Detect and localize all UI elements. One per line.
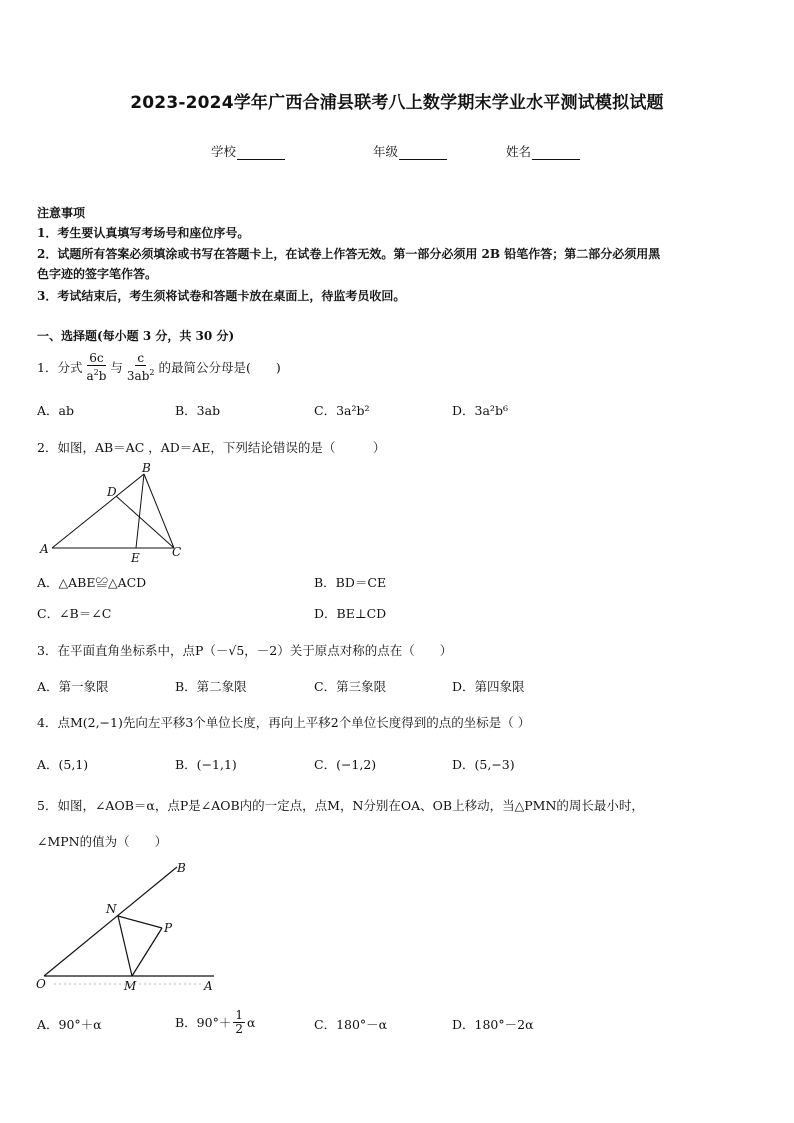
- q5-angle-diagram: [34, 855, 224, 995]
- q3-option-b: B．第二象限: [175, 679, 247, 694]
- notice-item-2: 2．试题所有答案必须填涂或书写在答题卡上，在试卷上作答无效。第一部分必须用 2B 铅笔作答；第二部分必须用黑: [37, 247, 661, 261]
- label-b: B: [142, 461, 151, 475]
- label-d: D: [107, 485, 117, 499]
- label-m: M: [124, 979, 137, 993]
- q2-option-a: A．△ABE≌△ACD: [37, 575, 147, 590]
- q3-option-d: D．第四象限: [452, 679, 525, 694]
- question-5-stem-cont: ∠MPN的值为（ ）: [37, 834, 168, 849]
- line-be: [136, 474, 144, 548]
- school-field: [211, 142, 285, 160]
- q1-option-b: B．3ab: [175, 403, 221, 418]
- q4-option-b: B．(−1,1): [175, 757, 237, 772]
- line-ab: [52, 474, 144, 548]
- school-label: 学校: [211, 144, 237, 159]
- q1-prefix: 1．分式: [37, 360, 83, 375]
- grade-field: [373, 142, 447, 160]
- line-bc: [144, 474, 174, 548]
- q3-option-a: A．第一象限: [37, 679, 109, 694]
- q1-option-c: C．3a²b²: [314, 403, 370, 418]
- q4-option-d: D．(5,−3): [452, 757, 515, 772]
- label-o: O: [36, 977, 46, 991]
- q5-option-b-tail: α: [246, 1014, 256, 1030]
- notice-item-2-cont: 色字迹的签字笔作答。: [37, 267, 158, 281]
- grade-label: 年级: [373, 144, 399, 159]
- name-blank: [532, 147, 580, 160]
- q1-frac2-den: $3ab^2$: [126, 367, 155, 383]
- q1-mid: 与: [110, 360, 123, 375]
- question-5-stem: 5．如图，∠AOB＝α，点P是∠AOB内的一定点，点M，N分别在OA、OB上移动，当△PMN的周长最小时，: [37, 798, 644, 813]
- name-label: 姓名: [506, 144, 532, 159]
- line-cd: [116, 496, 174, 548]
- question-3-stem: 3．在平面直角坐标系中，点P（－√5，－2）关于原点对称的点在（ ）: [37, 643, 453, 658]
- section-heading: 一、选择题(每小题 3 分，共 30 分): [37, 329, 235, 343]
- question-4-stem: 4．点M(2,−1)先向左平移3个单位长度，再向上平移2个单位长度得到的点的坐标是（ ）: [37, 715, 531, 730]
- grade-blank: [399, 147, 447, 160]
- q2-triangle-diagram: [36, 458, 196, 566]
- label-n: N: [106, 902, 117, 916]
- segment-np: [118, 916, 162, 928]
- label-a: A: [40, 542, 49, 556]
- label-b: B: [177, 861, 186, 875]
- ray-ob: [44, 867, 177, 976]
- q1-frac2-num: c: [137, 350, 145, 365]
- segment-nm: [118, 916, 132, 976]
- q2-option-c: C．∠B＝∠C: [37, 606, 112, 621]
- q2-option-d: D．BE⊥CD: [314, 606, 387, 621]
- page-title: 2023-2024学年广西合浦县联考八上数学期末学业水平测试模拟试题: [130, 93, 664, 113]
- q1-fraction-2: [125, 352, 157, 383]
- label-c: C: [172, 545, 182, 559]
- label-a: A: [204, 979, 213, 993]
- q5-option-a: A．90°＋α: [37, 1017, 102, 1032]
- label-p: P: [164, 921, 173, 935]
- q1-option-d: D．3a²b⁶: [452, 403, 508, 418]
- q4-option-a: A．(5,1): [37, 757, 89, 772]
- segment-pm: [132, 928, 162, 976]
- question-2-stem: 2．如图，AB＝AC ，AD＝AE，下列结论错误的是（ ）: [37, 440, 386, 455]
- name-field: [506, 142, 580, 160]
- notice-heading: 注意事项: [37, 206, 86, 220]
- q1-option-a: A．ab: [37, 403, 74, 418]
- q4-option-c: C．(−1,2): [314, 757, 377, 772]
- question-1-stem: [37, 349, 281, 385]
- school-blank: [237, 147, 285, 160]
- label-e: E: [131, 551, 140, 565]
- q1-frac1-den: $a^2b$: [86, 367, 107, 383]
- q2-option-b: B．BD＝CE: [314, 575, 387, 590]
- q1-fraction-1: [84, 352, 108, 383]
- q1-suffix: 的最简公分母是( ): [158, 360, 281, 375]
- notice-item-3: 3．考试结束后，考生须将试卷和答题卡放在桌面上，待监考员收回。: [37, 289, 406, 303]
- q5-option-b: [175, 1004, 255, 1040]
- notice-item-1: 1．考生要认真填写考场号和座位序号。: [37, 226, 250, 240]
- q5-option-c: C．180°－α: [314, 1017, 388, 1032]
- q5-option-b-fraction: [233, 1009, 245, 1036]
- q3-option-c: C．第三象限: [314, 679, 387, 694]
- q5-option-d: D．180°－2α: [452, 1017, 534, 1032]
- q1-frac1-num: 6c: [89, 350, 104, 365]
- q5-option-b-prefix: B．90°＋: [175, 1015, 232, 1030]
- q5-optb-den: 2: [235, 1021, 243, 1036]
- q5-optb-num: 1: [235, 1007, 243, 1022]
